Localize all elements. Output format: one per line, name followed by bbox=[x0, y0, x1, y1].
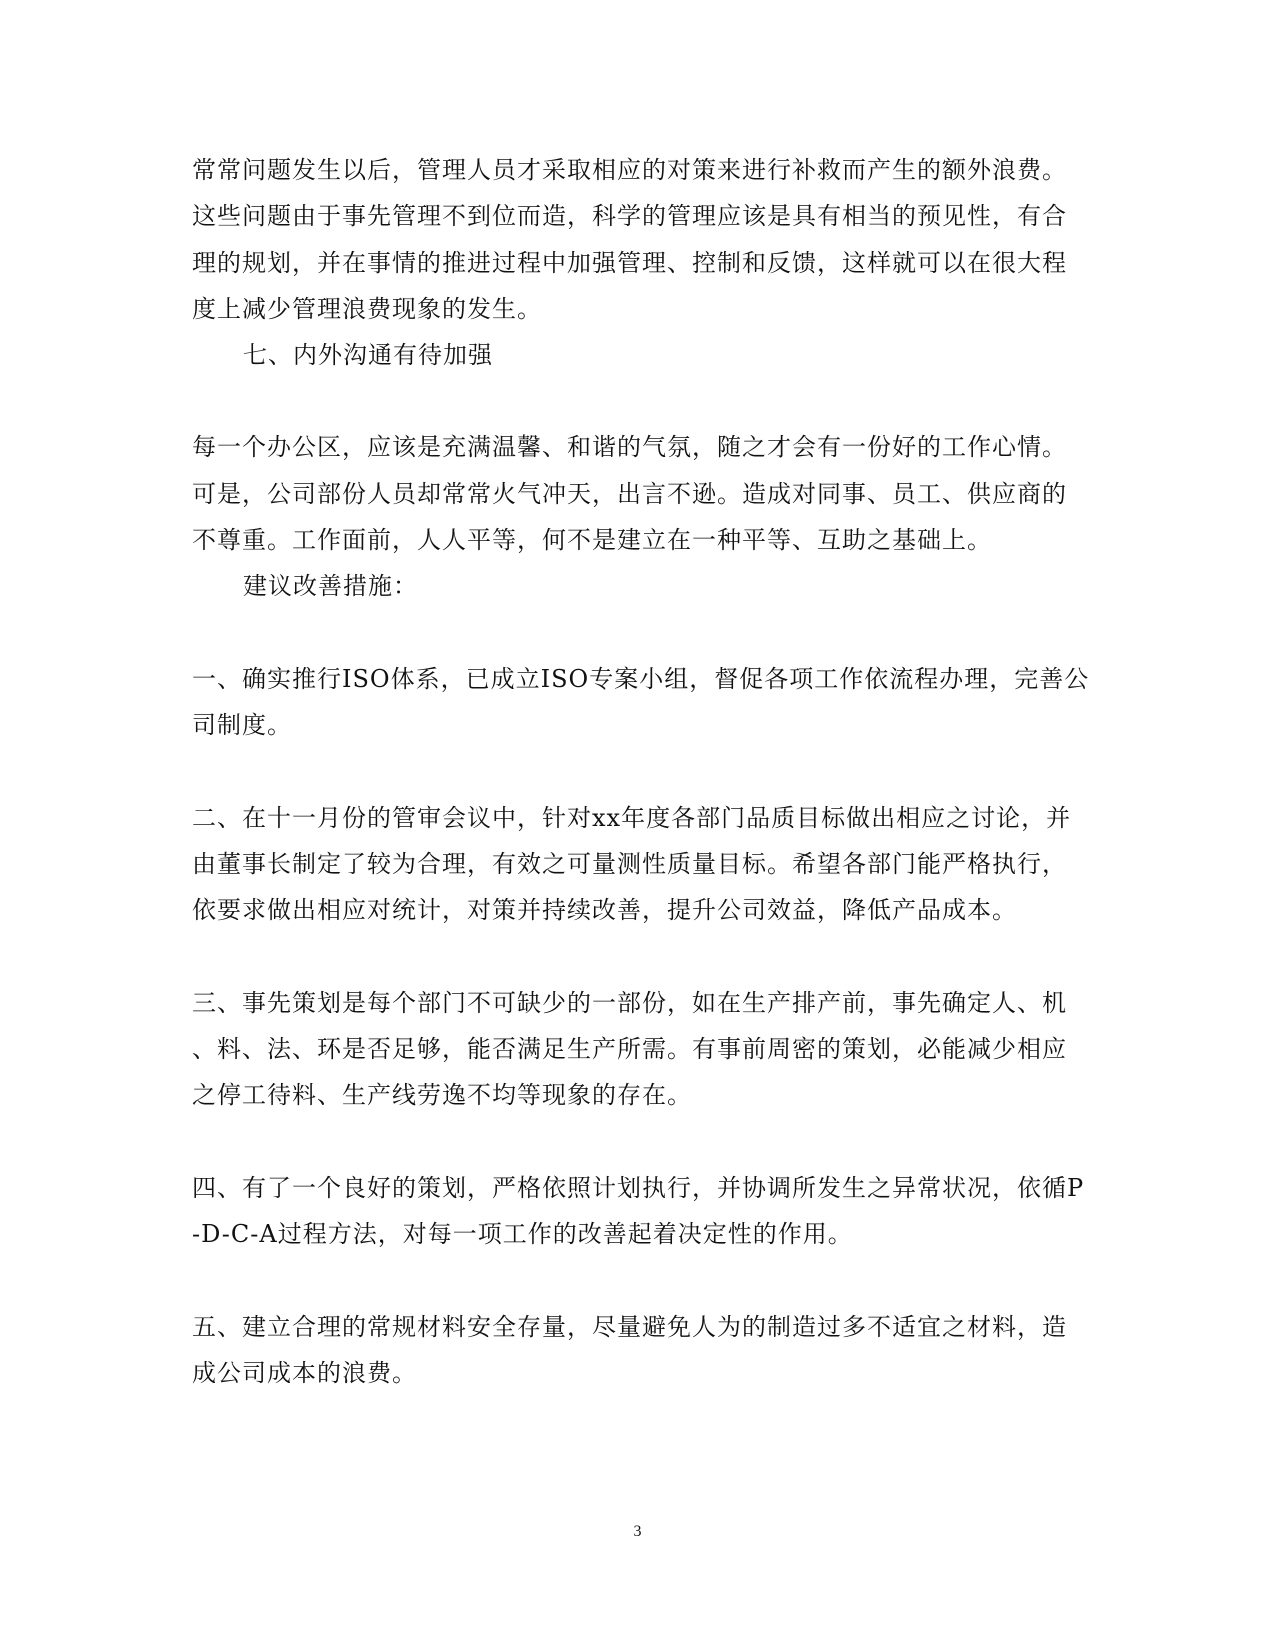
paragraph-line: 成公司成本的浪费。 bbox=[192, 1359, 417, 1387]
paragraph-line: 四、有了一个良好的策划，严格依照计划执行，并协调所发生之异常状况，依循P bbox=[192, 1174, 1085, 1202]
paragraph-line: 依要求做出相应对统计，对策并持续改善，提升公司效益，降低产品成本。 bbox=[192, 896, 1017, 924]
paragraph-line: 二、在十一月份的管审会议中，针对xx年度各部门品质目标做出相应之讨论，并 bbox=[192, 804, 1072, 832]
paragraph-line: 每一个办公区，应该是充满温馨、和谐的气氛，随之才会有一份好的工作心情。 bbox=[192, 433, 1067, 461]
paragraph-line: 度上减少管理浪费现象的发生。 bbox=[192, 295, 542, 323]
paragraph-line: 不尊重。工作面前，人人平等，何不是建立在一种平等、互助之基础上。 bbox=[192, 526, 992, 554]
paragraph-line: 理的规划，并在事情的推进过程中加强管理、控制和反馈，这样就可以在很大程 bbox=[192, 249, 1067, 277]
paragraph-line: 、料、法、环是否足够，能否满足生产所需。有事前周密的策划，必能减少相应 bbox=[192, 1035, 1067, 1063]
section-heading: 建议改善措施： bbox=[243, 572, 418, 600]
section-heading: 七、内外沟通有待加强 bbox=[243, 341, 493, 369]
paragraph-line: 常常问题发生以后，管理人员才采取相应的对策来进行补救而产生的额外浪费。 bbox=[192, 156, 1067, 184]
paragraph-line: 可是，公司部份人员却常常火气冲天，出言不逊。造成对同事、员工、供应商的 bbox=[192, 480, 1067, 508]
paragraph-line: 这些问题由于事先管理不到位而造，科学的管理应该是具有相当的预见性，有合 bbox=[192, 202, 1067, 230]
paragraph-line: 由董事长制定了较为合理，有效之可量测性质量目标。希望各部门能严格执行， bbox=[192, 850, 1067, 878]
paragraph-line: 司制度。 bbox=[192, 711, 292, 739]
paragraph-line: 一、确实推行ISO体系，已成立ISO专案小组，督促各项工作依流程办理，完善公 bbox=[192, 665, 1090, 693]
page-number: 3 bbox=[633, 1523, 642, 1540]
paragraph-line: 之停工待料、生产线劳逸不均等现象的存在。 bbox=[192, 1081, 692, 1109]
paragraph-line: -D-C-A过程方法，对每一项工作的改善起着决定性的作用。 bbox=[192, 1220, 853, 1248]
paragraph-line: 五、建立合理的常规材料安全存量，尽量避免人为的制造过多不适宜之材料，造 bbox=[192, 1313, 1067, 1341]
paragraph-line: 三、事先策划是每个部门不可缺少的一部份，如在生产排产前，事先确定人、机 bbox=[192, 989, 1067, 1017]
